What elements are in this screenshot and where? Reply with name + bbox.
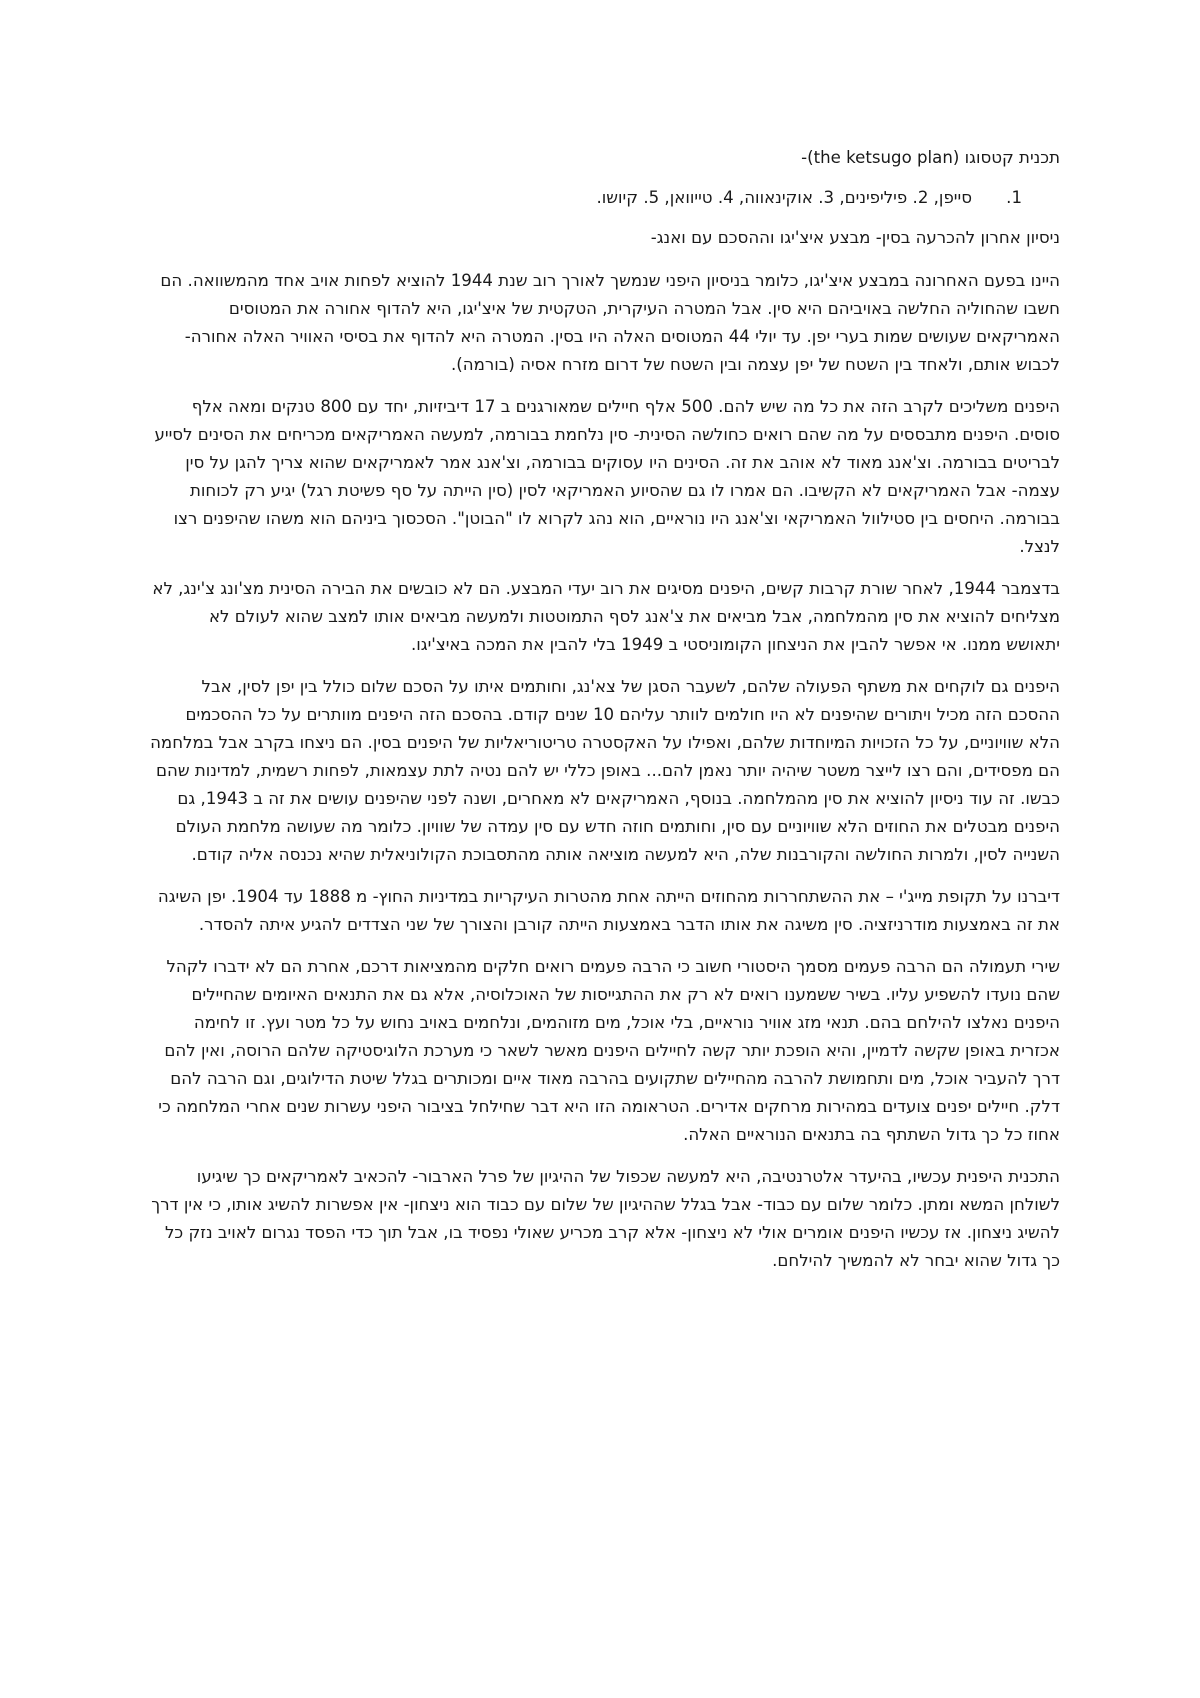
paragraph-peace-agreement: היפנים גם לוקחים את משתף הפעולה שלהם, לשעבר הסגן של צא'נג, וחותמים איתו על הסכם שלום כולל בין יפן לסין, אבל ההסכם הזה מכיל ויתורים שהיפנים לא היו חולמים לוותר עליהם 10 שנים קודם. בהסכם הזה היפנים מוותרים על כל ההסכמים הלא שוויוניים, על כל הזכויות המיוחדות שלהם, ואפילו על האקסטרה טריטוריאליות של היפנים בסין. הם ניצחו בקרב אבל במלחמה הם מפסידים, והם רצו לייצר משטר שיהיה יותר נאמן להם... באופן כללי יש להם נטיה לתת עצמאות, לפחות רשמית, למדינות שהם כבשו. זה עוד ניסיון להוציא את סין מהמלחמה. בנוסף, האמריקאים לא מאחרים, ושנה לפני שהיפנים עושים את זה ב 1943, גם היפנים מבטלים את החוזים הלא שוויוניים עם סין, וחותמים חוזה חדש עם סין עמדה של שוויון. כלומר מה שעושה מלחמת העולם השנייה לסין, ולמרות החולשה והקורבנות שלה, היא למעשה מוציאה אותה מהתסבוכת הקולוניאלית שהיא נכנסה אליה קודם.: [150, 677, 1060, 864]
list-item-number: 1.: [1006, 188, 1022, 207]
list-item-text: סייפן, 2. פיליפינים, 3. אוקינאווה, 4. טייוואן, 5. קיושו.: [596, 188, 972, 207]
paragraph-japanese-plan: התכנית היפנית עכשיו, בהיעדר אלטרנטיבה, היא למעשה שכפול של ההיגיון של פרל הארבור- להכאיב לאמריקאים כך שיגיעו לשולחן המשא ומתן. כלומר שלום עם כבוד- אבל בגלל שההיגיון של שלום עם כבוד הוא ניצחון- אין אפשרות להשיג אותו, כי אין דרך להשיג ניצחון. אז עכשיו היפנים אומרים אולי לא ניצחון- אלא קרב מכריע שאולי נפסיד בו, אבל תוך כדי הפסד נגרום לאויב נזק כל כך גדול שהוא יבחר לא להמשיך להילחם.: [151, 1167, 1060, 1270]
document-body: [150, 144, 1060, 1289]
numbered-list-item: [150, 184, 1060, 212]
paragraph-meiji-period: דיברנו על תקופת מייג'י – את ההשתחררות מהחוזים הייתה אחת מהטרות העיקריות במדיניות החוץ- מ 1888 עד 1904. יפן השיגה את זה באמצעות מודרניזציה. סין משיגה את אותו הדבר באמצעות הייתה קורבן והצורך של שני הצדדים להגיע איתה להסדר.: [157, 887, 1060, 934]
paragraph-december-1944: בדצמבר 1944, לאחר שורת קרבות קשים, היפנים מסיגים את רוב יעדי המבצע. הם לא כובשים את הבירה הסינית מצ'ונג צ'ינג, לא מצליחים להוציא את סין מהמלחמה, אבל מביאים את צ'אנג לסף התמוטטות ולמעשה מביאים אותו למצב שהוא לעולם לא יתאושש ממנו. אי אפשר להבין את הניצחון הקומוניסטי ב 1949 בלי להבין את המכה באיצ'יגו.: [152, 579, 1060, 654]
title-prefix: תכנית קטסוגו (: [952, 148, 1060, 167]
document-title: [150, 144, 1060, 172]
paragraph-ichigo-intro: היינו בפעם האחרונה במבצע איצ'יגו, כלומר בניסיון היפני שנמשך לאורך רוב שנת 1944 להוציא לפחות אויב אחד מהמשוואה. הם חשבו שהחוליה החלשה באויביהם היא סין. אבל המטרה העיקרית, הטקטית של איצ'יגו, היא להדוף אחורה את המטוסים האמריקאים שעושים שמות בערי יפן. עד יולי 44 המטוסים האלה היו בסין. המטרה היא להדוף את בסיסי האוויר האלה אחורה- לכבוש אותם, ולאחד בין השטח של יפן עצמה ובין השטח של דרום מזרח אסיה (בורמה).: [160, 271, 1060, 374]
paragraph-propaganda-songs: שירי תעמולה הם הרבה פעמים מסמך היסטורי חשוב כי הרבה פעמים רואים חלקים מהמציאות דרכם, אחרת הם לא ידברו לקהל שהם נועדו להשפיע עליו. בשיר ששמענו רואים לא רק את ההתגייסות של האוכלוסיה, אלא גם את התנאים האיומים שהחיילים היפנים נאלצו להילחם בהם. תנאי מזג אוויר נוראיים, בלי אוכל, מים מזוהמים, ונלחמים באויב נחוש על כל מטר ועץ. זו לחימה אכזרית באופן שקשה לדמיין, והיא הופכת יותר קשה לחיילים היפנים מאשר לשאר כי מערכת הלוגיסטיקה שלהם הרוסה, ואין להם דרך להעביר אוכל, מים ותחמושת להרבה מהחיילים שתקועים בהרבה מאוד איים ומכותרים בגלל שיטת הדילוגים, וגם הרבה להם דלק. חיילים יפנים צועדים במהירות מרחקים אדירים. הטראומה הזו היא דבר שחילחל בציבור היפני עשרות שנים אחרי המלחמה כי אחוז כל כך גדול השתתף בה בתנאים הנוראיים האלה.: [158, 957, 1060, 1144]
title-english: the ketsugo plan: [813, 148, 953, 167]
section-subtitle: ניסיון אחרון להכרעה בסין- מבצע איצ'יגו וההסכם עם ואנג-: [650, 228, 1060, 247]
paragraph-japanese-forces: היפנים משליכים לקרב הזה את כל מה שיש להם. 500 אלף חיילים שמאורגנים ב 17 דיביזיות, יחד עם 800 טנקים ומאה אלף סוסים. היפנים מתבססים על מה שהם רואים כחולשה הסינית- סין נלחמת בבורמה, למעשה האמריקאים מכריחים את הסינים לסייע לבריטים בבורמה. וצ'אנג מאוד לא אוהב את זה. הסינים היו עסוקים בבורמה, וצ'אנג אמר לאמריקאים שהוא צריך להגן על סין עצמה- אבל האמריקאים לא הקשיבו. הם אמרו לו גם שהסיוע האמריקאי לסין (סין הייתה על סף פשיטת רגל) יגיע רק לכוחות בבורמה. היחסים בין סטילוול האמריקאי וצ'אנג היו נוראיים, הוא נהג לקרוא לו "הבוטן". הסכסוך ביניהם הוא משהו שהיפנים רצו לנצל.: [154, 397, 1060, 556]
title-suffix: )-: [801, 148, 814, 167]
